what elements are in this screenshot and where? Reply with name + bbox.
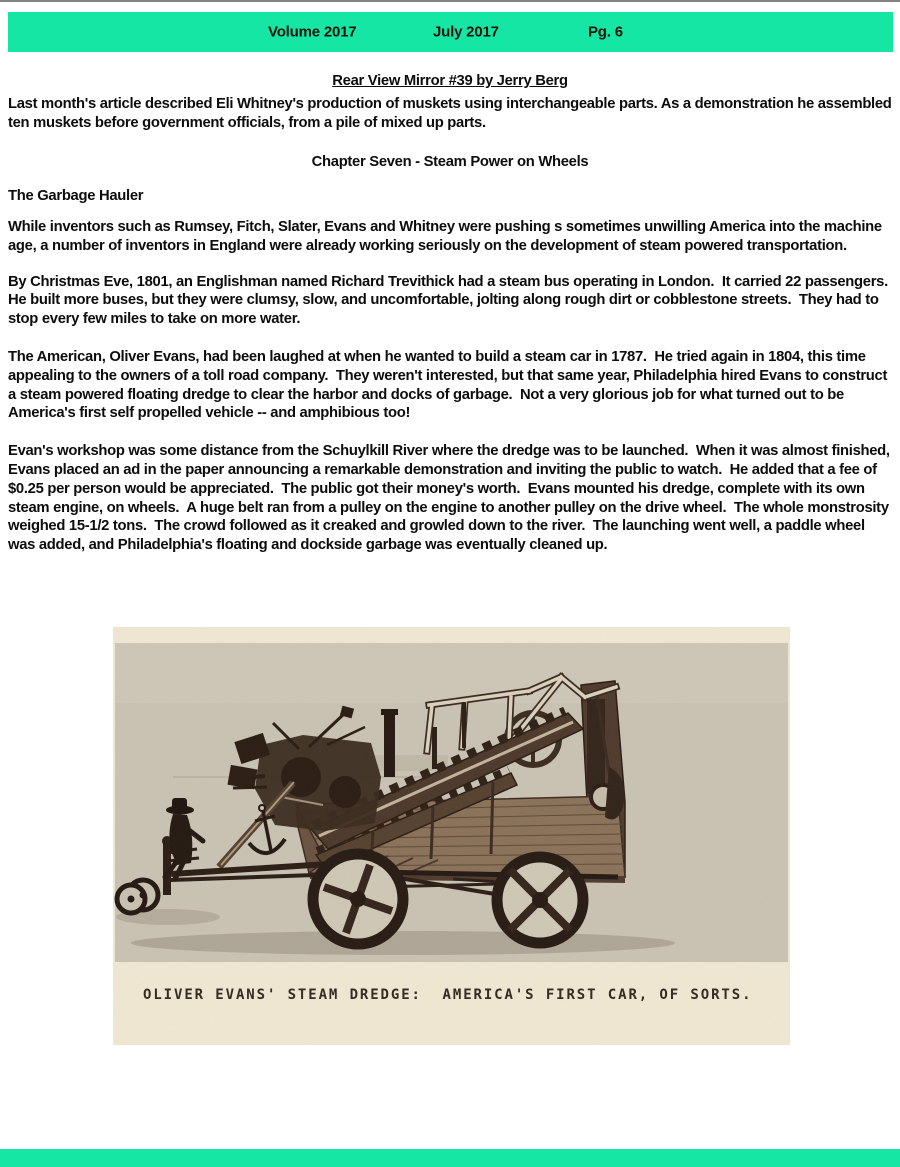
paragraph-inventors: While inventors such as Rumsey, Fitch, Slater, Evans and Whitney were pushing s sometimes unwilling America into the machine age, a number of inventors in England were already working seriously on the development of steam powered transportation.: [8, 218, 886, 254]
article-body: [8, 64, 896, 555]
masthead-volume: Volume 2017: [268, 23, 357, 41]
dredge-photo-illustration: [113, 627, 790, 1045]
section-heading: The Garbage Hauler: [8, 188, 144, 205]
photo-caption: OLIVER EVANS' STEAM DREDGE: AMERICA'S FIRST CAR, OF SORTS.: [143, 987, 753, 1003]
page-top-border: [0, 0, 900, 2]
dredge-photo: [113, 627, 790, 1045]
article-title: Rear View Mirror #39 by Jerry Berg: [332, 73, 568, 89]
paragraph-trevithick: By Christmas Eve, 1801, an Englishman named Richard Trevithick had a steam bus operating in London. It carried 22 passengers. He built more buses, but they were clumsy, slow, and uncomfortable, jolting along rough dirt or cobblestone streets. They had to stop every few miles to take on more water.: [8, 273, 896, 328]
paragraph-launch: Evan's workshop was some distance from the Schuylkill River where the dredge was to be launched. When it was almost finished, Evans placed an ad in the paper announcing a remarkable demonstration and inviting the public to watch. He added that a fee of $0.25 per person would be appreciated. The public got their money's worth. Evans mounted his dredge, complete with its own steam engine, on wheels. A huge belt ran from a pulley on the engine to another pulley on the drive wheel. The whole monstrosity weighed 15-1/2 tons. The crowd followed as it creaked and growled down to the river. The launching went well, a paddle wheel was added, and Philadelphia's floating and dockside garbage was eventually cleaned up.: [8, 443, 894, 554]
chapter-heading: Chapter Seven - Steam Power on Wheels: [311, 154, 589, 171]
masthead-bar: [8, 12, 893, 52]
photo-grain-overlay: [113, 627, 790, 1045]
footer-bar: [0, 1149, 900, 1167]
paragraph-evans-dredge: The American, Oliver Evans, had been laughed at when he wanted to build a steam car in 1787. He tried again in 1804, this time appealing to the owners of a toll road company. They weren't interested, but that same year, Philadelphia hired Evans to construct a steam powered floating dredge to clear the harbor and docks of garbage. Not a very glorious job for what turned out to be America's first self propelled vehicle -- and amphibious too!: [8, 348, 891, 422]
masthead-page-number: Pg. 6: [588, 23, 623, 41]
masthead-issue: July 2017: [433, 23, 499, 41]
intro-paragraph: Last month's article described Eli Whitney's production of muskets using interchangeable parts. As a demonstration he assembled ten muskets before government officials, from a pile of mixed up parts.: [8, 95, 896, 131]
